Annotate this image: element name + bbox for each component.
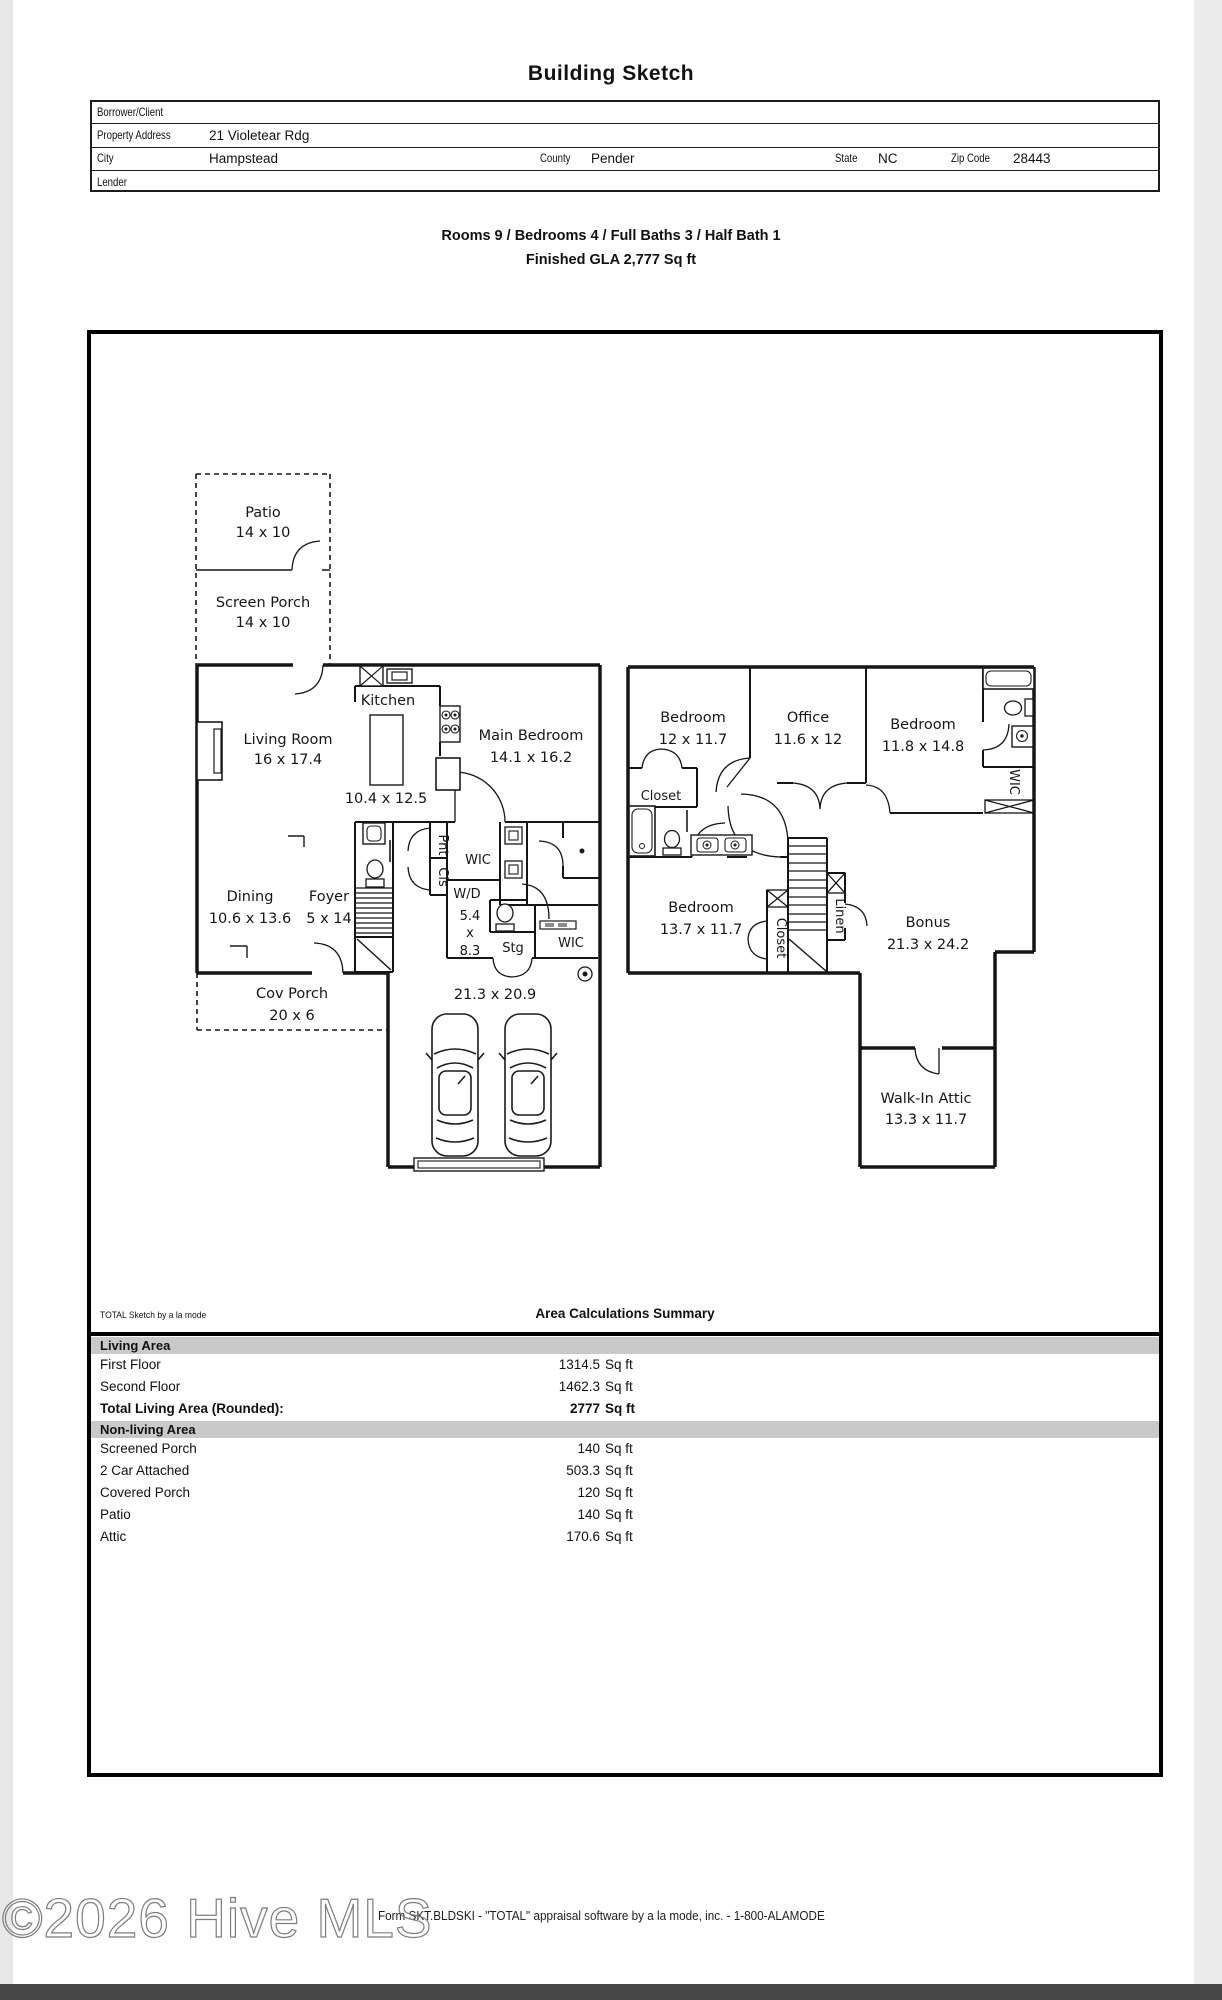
label-bedroom2-dims: 13.7 x 11.7: [659, 922, 743, 938]
label-dining: Dining: [226, 889, 274, 905]
living-area-header: Living Area: [91, 1337, 1159, 1354]
row-borrower: [92, 102, 1158, 124]
label-attic-dims: 13.3 x 11.7: [884, 1112, 968, 1128]
label-foyer: Foyer: [308, 889, 350, 905]
row-unit: Sq ft: [605, 1507, 633, 1522]
label-cov-porch-dims: 20 x 6: [269, 1008, 315, 1024]
label-wic-2: WIC: [558, 936, 584, 951]
row-value: 1314.5: [558, 1357, 600, 1372]
area-row-covered-porch: [91, 1482, 1159, 1504]
label-kitchen: Kitchen: [360, 693, 416, 709]
row-value: 503.3: [566, 1463, 600, 1478]
row-label: 2 Car Attached: [100, 1463, 190, 1478]
page-title: Building Sketch: [527, 62, 695, 85]
label-pantry: Pnt: [435, 834, 450, 856]
label-bedroom3: Bedroom: [890, 717, 956, 733]
row-label: Attic: [100, 1529, 127, 1544]
label-office: Office: [786, 710, 830, 726]
label-office-dims: 11.6 x 12: [773, 732, 843, 748]
row-value: 140: [577, 1507, 600, 1522]
car-icon: [499, 1014, 557, 1156]
row-unit: Sq ft: [605, 1485, 633, 1500]
label-kitchen-dims: 10.4 x 12.5: [344, 791, 428, 807]
label-screen-porch: Screen Porch: [215, 595, 311, 611]
area-row-screened-porch: [91, 1438, 1159, 1460]
city-value: Hampstead: [209, 151, 279, 166]
label-screen-porch-dims: 14 x 10: [235, 615, 291, 631]
label-main-bedroom-dims: 14.1 x 16.2: [489, 750, 573, 766]
label-patio: Patio: [245, 505, 281, 521]
row-label: Screened Porch: [100, 1441, 197, 1456]
label-closet-cls: Cls: [435, 867, 450, 887]
label-patio-dims: 14 x 10: [235, 525, 291, 541]
label-wic-1: WIC: [465, 853, 491, 868]
label-attic: Walk-In Attic: [880, 1091, 972, 1107]
row-unit: Sq ft: [605, 1529, 633, 1544]
area-row-attic: [91, 1526, 1159, 1548]
label-living-room: Living Room: [243, 732, 333, 748]
city-label: City: [97, 151, 114, 165]
state-label: State: [835, 151, 858, 165]
row-unit: Sq ft: [605, 1401, 635, 1416]
scan-bottom-band: [0, 1984, 1222, 2000]
mls-watermark: ©2026 Hive MLS: [2, 1887, 433, 1949]
row-unit: Sq ft: [605, 1441, 633, 1456]
zip-label: Zip Code: [951, 151, 990, 165]
area-calc-title: Area Calculations Summary: [535, 1306, 715, 1321]
label-wd-dim2: 8.3: [459, 944, 481, 959]
label-garage-dims: 21.3 x 20.9: [453, 987, 537, 1003]
rooms-summary-line: Rooms 9 / Bedrooms 4 / Full Baths 3 / Half Bath 1: [441, 228, 781, 244]
row-label: Patio: [100, 1507, 131, 1522]
label-wd-x: x: [466, 926, 474, 941]
label-linen: Linen: [832, 898, 847, 934]
row-value: 2777: [569, 1401, 600, 1416]
label-dining-dims: 10.6 x 13.6: [208, 911, 292, 927]
row-lender: [92, 172, 1158, 191]
label-wd-dim1: 5.4: [459, 909, 481, 924]
row-label: Second Floor: [100, 1379, 181, 1394]
area-row-2car: [91, 1460, 1159, 1482]
county-label: County: [540, 151, 571, 165]
garage-cars: [426, 1014, 557, 1156]
label-bedroom3-dims: 11.8 x 14.8: [881, 739, 965, 755]
row-value: 140: [577, 1441, 600, 1456]
room-labels: [209, 505, 1021, 1128]
borrower-label: Borrower/Client: [97, 105, 164, 119]
row-unit: Sq ft: [605, 1463, 633, 1478]
row-value: 1462.3: [558, 1379, 600, 1394]
row-label: Total Living Area (Rounded):: [100, 1401, 284, 1416]
area-row-second-floor: [91, 1376, 1159, 1398]
row-unit: Sq ft: [605, 1357, 633, 1372]
page-right-margin: [1194, 0, 1222, 1984]
property-info-table: [90, 100, 1160, 192]
sketch-software-note: TOTAL Sketch by a la mode: [100, 1310, 207, 1321]
building-sketch-area: [87, 330, 1163, 1777]
form-footer-line: Form SKT.BLDSKI - "TOTAL" appraisal software by a la mode, inc. - 1-800-ALAMODE: [378, 1908, 825, 1923]
label-main-bedroom: Main Bedroom: [478, 728, 584, 744]
row-address: [92, 125, 1158, 148]
car-icon: [426, 1014, 484, 1156]
lender-label: Lender: [97, 174, 127, 189]
area-calculations-table: [91, 1337, 1159, 1552]
label-bonus: Bonus: [905, 915, 951, 931]
address-value: 21 Violetear Rdg: [209, 127, 310, 143]
state-value: NC: [878, 151, 898, 166]
nonliving-area-header: Non-living Area: [91, 1421, 1159, 1438]
row-unit: Sq ft: [605, 1379, 633, 1394]
label-bedroom1-dims: 12 x 11.7: [658, 732, 728, 748]
label-bedroom1: Bedroom: [660, 710, 726, 726]
area-row-patio: [91, 1504, 1159, 1526]
row-value: 120: [577, 1485, 600, 1500]
area-row-total-living: [91, 1398, 1159, 1420]
address-label: Property Address: [97, 127, 171, 142]
zip-value: 28443: [1013, 151, 1051, 166]
county-value: Pender: [591, 151, 635, 166]
floor-plan-drawing: [91, 334, 1159, 1334]
label-wd: W/D: [453, 887, 481, 902]
row-label: First Floor: [100, 1357, 161, 1372]
label-bonus-dims: 21.3 x 24.2: [886, 937, 970, 953]
label-closet1: Closet: [640, 789, 682, 804]
calc-divider: [91, 1332, 1159, 1336]
label-bedroom2: Bedroom: [668, 900, 734, 916]
label-wic-3: WIC: [1006, 769, 1021, 795]
label-foyer-dims: 5 x 14: [306, 911, 352, 927]
row-value: 170.6: [566, 1529, 600, 1544]
label-cov-porch: Cov Porch: [255, 986, 329, 1002]
row-city-county: [92, 148, 1158, 171]
gla-summary-line: Finished GLA 2,777 Sq ft: [525, 252, 697, 268]
label-living-room-dims: 16 x 17.4: [253, 752, 323, 768]
second-floor-fixtures: [629, 668, 1034, 856]
row-label: Covered Porch: [100, 1485, 191, 1500]
label-stg: Stg: [502, 941, 524, 956]
label-closet2: Closet: [773, 917, 788, 959]
area-row-first-floor: [91, 1354, 1159, 1376]
